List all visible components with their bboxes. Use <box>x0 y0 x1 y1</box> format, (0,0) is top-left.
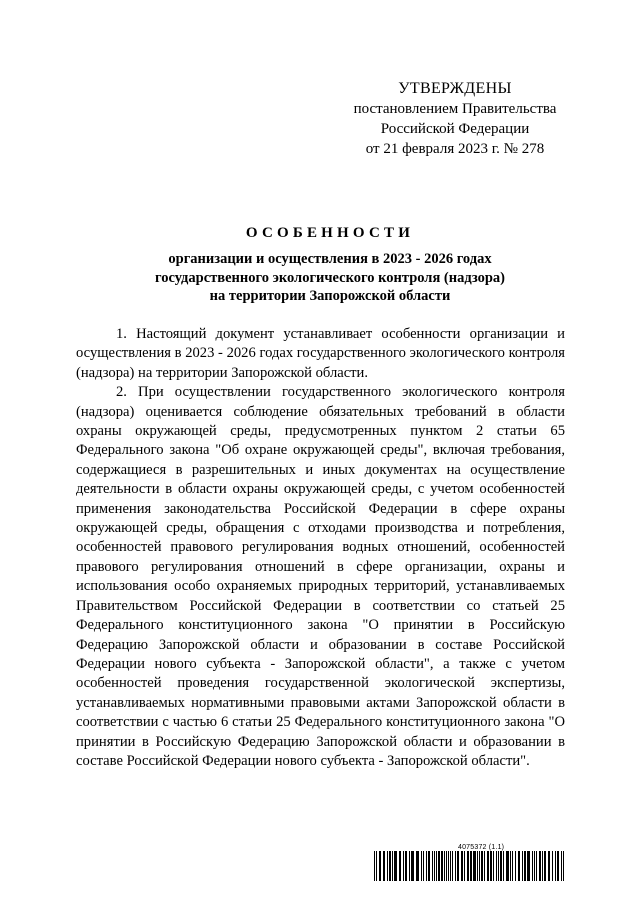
barcode-bar <box>441 851 443 881</box>
barcode-bar <box>503 851 504 881</box>
document-subtitle <box>90 250 570 306</box>
paragraph-1: 1. Настоящий документ устанавливает особенности организации и осуществления в 2023 - 2026 годах государственного экологического контроля (надзора) на территории Запорожской области. <box>76 326 565 381</box>
barcode-bar <box>426 851 427 881</box>
barcode-bar <box>436 851 437 881</box>
barcode-bar <box>498 851 499 881</box>
barcode-bar <box>399 851 401 881</box>
document-body <box>76 325 565 771</box>
barcode-bar <box>423 851 424 881</box>
barcode-bar <box>515 851 516 881</box>
barcode-bar <box>542 851 543 881</box>
barcode-bar <box>383 851 385 881</box>
barcode-bar <box>506 851 509 881</box>
barcode-bar <box>510 851 511 881</box>
document-code: 4075372 (1.1) <box>458 844 505 851</box>
subtitle-line-2: государственного экологического контроля (надзора) <box>154 269 505 286</box>
barcode-bar <box>539 851 541 881</box>
barcode-bar <box>446 851 447 881</box>
barcode-bar <box>389 851 391 881</box>
barcode-bar <box>394 851 397 881</box>
approval-block <box>345 79 565 159</box>
barcode-bar <box>479 851 480 881</box>
barcode-bar <box>434 851 435 881</box>
barcode-bar <box>544 851 546 881</box>
barcode-bar <box>490 851 492 881</box>
barcode-bar <box>518 851 520 881</box>
barcode-bar <box>473 851 476 881</box>
barcode-bar <box>405 851 407 881</box>
barcode-bar <box>481 851 483 881</box>
barcode-bar <box>428 851 430 881</box>
barcode-bar <box>487 851 489 881</box>
barcode-bar <box>387 851 388 881</box>
barcode-bar <box>432 851 433 881</box>
barcode-bar <box>557 851 559 881</box>
barcode-bar <box>411 851 414 881</box>
barcode-bar <box>534 851 535 881</box>
barcode-bar <box>522 851 523 881</box>
barcode-bar <box>548 851 550 881</box>
barcode-bar <box>470 851 472 881</box>
approval-line-date-number: от 21 февраля 2023 г. № 278 <box>365 141 545 157</box>
barcode-bar <box>536 851 537 881</box>
barcode-bar <box>555 851 556 881</box>
barcode-bar <box>452 851 453 881</box>
barcode-bar <box>421 851 422 881</box>
barcode-bar <box>392 851 393 881</box>
barcode-bar <box>448 851 449 881</box>
barcode-bar <box>438 851 440 881</box>
barcode-bar <box>484 851 485 881</box>
approval-heading: УТВЕРЖДЕНЫ <box>398 80 512 97</box>
barcode-bar <box>450 851 451 881</box>
paragraph-2: 2. При осуществлении государственного экологического контроля (надзора) оценивается соблюдение обязательных требований в области охраны окружающей среды, предусмотренных пунктом 2 статьи 65 Федерального закона "Об охране окружающей среды", включая требования, содержащиеся в разрешительных и иных документах на осуществление деятельности в области охраны окружающей среды, с учетом особенностей применения законодательства Российской Федерации в сфере охраны окружающей среды, обращения с отходами производства и потребления, особенностей правового регулирования водных отношений, особенностей правового регулирования отношений в сфере организации, охраны и использования особо охраняемых природных территорий, устанавливаемых Правительством Российской Федерации в соответствии со статьей 25 Федерального конституционного закона "О принятии в Российскую Федерацию Запорожской области и образовании в составе Российской Федерации нового субъекта - Запорожской области", а также с учетом особенностей проведения государственной экологической экспертизы, устанавливаемых нормативными правовыми актами Запорожской области в соответствии с частью 6 статьи 25 Федерального конституционного закона "О принятии в Российскую Федерацию Запорожской области и образовании в составе Российской Федерации нового субъекта - Запорожской области". <box>76 384 565 769</box>
barcode-bar <box>477 851 478 881</box>
barcode-bar <box>416 851 419 881</box>
barcode-bar <box>532 851 533 881</box>
barcode-bar <box>403 851 404 881</box>
approval-line-resolution: постановлением Правительства <box>353 101 557 117</box>
barcode-bar <box>374 851 375 881</box>
barcode-bar <box>464 851 465 881</box>
barcode-bar <box>409 851 410 881</box>
barcode-bar <box>455 851 456 881</box>
barcode-bar <box>467 851 469 881</box>
barcode-bar <box>500 851 502 881</box>
subtitle-line-1: организации и осуществления в 2023 - 2026 годах <box>168 251 492 267</box>
barcode-bar <box>561 851 562 881</box>
barcode-bar <box>563 851 564 881</box>
subtitle-line-3: на территории Запорожской области <box>209 288 451 304</box>
barcode-bar <box>444 851 445 881</box>
barcode-bar <box>379 851 381 881</box>
barcode-bar <box>552 851 553 881</box>
barcode-bar <box>524 851 526 881</box>
barcode-image <box>374 851 564 881</box>
barcode-bar <box>493 851 494 881</box>
barcode-bar <box>457 851 459 881</box>
barcode-bar <box>461 851 463 881</box>
barcode-bar <box>496 851 497 881</box>
approval-line-government: Российской Федерации <box>380 121 530 137</box>
document-title: ОСОБЕННОСТИ <box>245 225 415 241</box>
barcode-bar <box>376 851 377 881</box>
barcode-bar <box>512 851 513 881</box>
barcode-bar <box>527 851 530 881</box>
